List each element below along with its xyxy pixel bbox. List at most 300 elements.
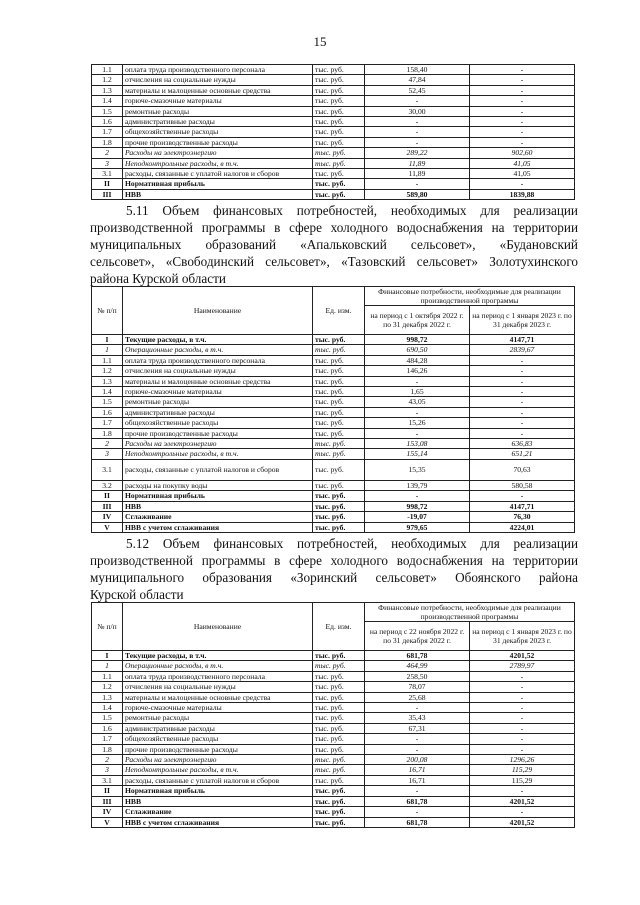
row-value-period-1: 153,08 — [365, 439, 470, 449]
table-row — [92, 786, 575, 796]
row-value-period-1: 681,78 — [365, 651, 470, 661]
row-number: 3.1 — [92, 169, 123, 179]
row-value-period-1: 67,31 — [365, 723, 470, 733]
row-value-period-2: 4201,52 — [470, 651, 575, 661]
row-number: 1.1 — [92, 65, 123, 75]
row-value-period-1: -19,07 — [365, 512, 470, 522]
row-value-period-1: 11,89 — [365, 169, 470, 179]
row-value-period-2: 76,30 — [470, 512, 575, 522]
row-unit: тыс. руб. — [313, 501, 365, 511]
row-name: административные расходы — [123, 723, 313, 733]
table-row — [92, 734, 575, 744]
row-name: материалы и малоценные основные средства — [123, 692, 313, 702]
row-number: 1.4 — [92, 96, 123, 106]
table-row — [92, 345, 575, 355]
row-number: 1.2 — [92, 682, 123, 692]
row-value-period-2: - — [470, 407, 575, 417]
table-row — [92, 355, 575, 365]
row-value-period-2: - — [470, 723, 575, 733]
row-value-period-1: 484,28 — [365, 355, 470, 365]
table-row — [92, 459, 575, 480]
row-value-period-1: - — [365, 703, 470, 713]
row-number: 1.7 — [92, 418, 123, 428]
row-value-period-2: 651,21 — [470, 449, 575, 459]
row-value-period-2: - — [470, 692, 575, 702]
row-value-period-2: - — [470, 428, 575, 438]
row-name: Расходы на электроэнергию — [123, 439, 313, 449]
section-5-12-line: производственной программы в сфере холодного водоснабжения на территории — [90, 553, 578, 568]
row-name: общехозяйственные расходы — [123, 734, 313, 744]
row-unit: тыс. руб. — [313, 491, 365, 501]
table-row — [92, 158, 575, 168]
row-unit: тыс. руб. — [313, 786, 365, 796]
row-number: III — [92, 501, 123, 511]
row-value-period-2: - — [470, 713, 575, 723]
row-unit: тыс. руб. — [313, 480, 365, 490]
row-value-period-1: 998,72 — [365, 335, 470, 345]
row-name: отчисления на социальные нужды — [123, 75, 313, 85]
row-unit: тыс. руб. — [313, 692, 365, 702]
row-value-period-2: - — [470, 671, 575, 681]
table-row — [92, 407, 575, 417]
table-row — [92, 428, 575, 438]
header-period-1: на период с 1 октября 2022 г. по 31 декабря 2022 г. — [365, 306, 470, 335]
row-name: расходы на покупку воды — [123, 480, 313, 490]
row-name: административные расходы — [123, 117, 313, 127]
row-value-period-1: 78,07 — [365, 682, 470, 692]
row-number: 3.1 — [92, 775, 123, 785]
header-number: № п/п — [92, 287, 123, 335]
row-value-period-1: 15,26 — [365, 418, 470, 428]
row-value-period-2: - — [470, 703, 575, 713]
header-number: № п/п — [92, 603, 123, 651]
row-name: Сглаживание — [123, 807, 313, 817]
table-5-11 — [91, 286, 575, 533]
row-name: материалы и малоценные основные средства — [123, 85, 313, 95]
table-row — [92, 106, 575, 116]
row-value-period-1: - — [365, 428, 470, 438]
row-number: 3.1 — [92, 459, 123, 480]
row-name: отчисления на социальные нужды — [123, 366, 313, 376]
row-number: 1 — [92, 661, 123, 671]
row-value-period-2: - — [470, 397, 575, 407]
table-5-12 — [91, 602, 575, 828]
row-name: Нормативная прибыль — [123, 786, 313, 796]
table-row — [92, 755, 575, 765]
row-value-period-2: 1839,88 — [470, 189, 575, 199]
row-unit: тыс. руб. — [313, 765, 365, 775]
row-unit: тыс. руб. — [313, 85, 365, 95]
row-name: Расходы на электроэнергию — [123, 148, 313, 158]
table-row — [92, 85, 575, 95]
table-row — [92, 179, 575, 189]
table1-body — [92, 65, 575, 200]
row-value-period-2: 636,83 — [470, 439, 575, 449]
row-name: отчисления на социальные нужды — [123, 682, 313, 692]
row-unit: тыс. руб. — [313, 345, 365, 355]
row-value-period-1: 998,72 — [365, 501, 470, 511]
row-value-period-1: - — [365, 137, 470, 147]
row-number: 2 — [92, 439, 123, 449]
row-unit: тыс. руб. — [313, 703, 365, 713]
row-number: 1.4 — [92, 703, 123, 713]
row-number: IV — [92, 807, 123, 817]
row-name: Текущие расходы, в т.ч. — [123, 651, 313, 661]
row-value-period-2: - — [470, 807, 575, 817]
row-value-period-2: - — [470, 682, 575, 692]
table-row — [92, 765, 575, 775]
table-row — [92, 137, 575, 147]
row-number: 1.1 — [92, 355, 123, 365]
row-unit: тыс. руб. — [313, 169, 365, 179]
table-row — [92, 117, 575, 127]
table-row — [92, 366, 575, 376]
row-number: III — [92, 189, 123, 199]
table-row — [92, 96, 575, 106]
row-value-period-2: - — [470, 387, 575, 397]
row-name: общехозяйственные расходы — [123, 127, 313, 137]
table-row — [92, 651, 575, 661]
row-unit: тыс. руб. — [313, 387, 365, 397]
row-value-period-2: - — [470, 376, 575, 386]
table-row — [92, 723, 575, 733]
row-unit: тыс. руб. — [313, 817, 365, 827]
row-value-period-1: 146,26 — [365, 366, 470, 376]
row-unit: тыс. руб. — [313, 397, 365, 407]
section-5-12-line: муниципального образования «Зоринский сельсовет» Обоянского района — [90, 570, 578, 585]
row-unit: тыс. руб. — [313, 335, 365, 345]
table-row — [92, 418, 575, 428]
row-value-period-2: 115,29 — [470, 765, 575, 775]
row-value-period-2: 115,29 — [470, 775, 575, 785]
row-value-period-1: 15,35 — [365, 459, 470, 480]
row-value-period-2: - — [470, 75, 575, 85]
row-name: ремонтные расходы — [123, 713, 313, 723]
row-unit: тыс. руб. — [313, 744, 365, 754]
row-name: Нормативная прибыль — [123, 491, 313, 501]
row-number: 1.5 — [92, 397, 123, 407]
row-number: 1.7 — [92, 127, 123, 137]
table-row — [92, 692, 575, 702]
row-value-period-2: - — [470, 744, 575, 754]
row-number: V — [92, 817, 123, 827]
row-unit: тыс. руб. — [313, 449, 365, 459]
row-name: НВВ с учетом сглаживания — [123, 522, 313, 532]
row-value-period-1: 25,68 — [365, 692, 470, 702]
table-row — [92, 775, 575, 785]
row-unit: тыс. руб. — [313, 407, 365, 417]
row-value-period-2: 1296,26 — [470, 755, 575, 765]
row-value-period-1: 289,22 — [365, 148, 470, 158]
row-number: 1.4 — [92, 387, 123, 397]
row-unit: тыс. руб. — [313, 418, 365, 428]
row-value-period-1: 43,05 — [365, 397, 470, 407]
header-period-1: на период с 22 ноября 2022 г. по 31 декабря 2022 г. — [365, 622, 470, 651]
row-number: II — [92, 491, 123, 501]
row-number: II — [92, 786, 123, 796]
row-name: Неподконтрольные расходы, в т.ч. — [123, 765, 313, 775]
row-unit: тыс. руб. — [313, 723, 365, 733]
row-number: 1.7 — [92, 734, 123, 744]
row-value-period-1: - — [365, 127, 470, 137]
row-name: Операционные расходы, в т.ч. — [123, 345, 313, 355]
section-5-12-text — [90, 535, 578, 603]
row-unit: тыс. руб. — [313, 179, 365, 189]
row-value-period-1: 681,78 — [365, 796, 470, 806]
row-unit: тыс. руб. — [313, 734, 365, 744]
table-row — [92, 713, 575, 723]
row-value-period-1: 979,65 — [365, 522, 470, 532]
row-value-period-2: 70,63 — [470, 459, 575, 480]
table-5-10-continuation — [91, 64, 575, 200]
row-value-period-2: 902,60 — [470, 148, 575, 158]
row-number: 1.2 — [92, 366, 123, 376]
row-value-period-1: - — [365, 407, 470, 417]
row-number: 3.2 — [92, 480, 123, 490]
row-number: 1.6 — [92, 723, 123, 733]
row-name: Нормативная прибыль — [123, 179, 313, 189]
section-5-11-text — [90, 202, 578, 287]
row-value-period-1: 30,00 — [365, 106, 470, 116]
row-unit: тыс. руб. — [313, 807, 365, 817]
row-value-period-2: - — [470, 117, 575, 127]
row-value-period-1: 139,79 — [365, 480, 470, 490]
row-unit: тыс. руб. — [313, 661, 365, 671]
row-value-period-2: 4147,71 — [470, 335, 575, 345]
row-value-period-1: - — [365, 807, 470, 817]
row-value-period-1: 1,65 — [365, 387, 470, 397]
table-row — [92, 387, 575, 397]
row-name: НВВ — [123, 796, 313, 806]
row-unit: тыс. руб. — [313, 755, 365, 765]
row-name: оплата труда производственного персонала — [123, 355, 313, 365]
row-name: Неподконтрольные расходы, в т.ч. — [123, 449, 313, 459]
row-number: 1.5 — [92, 713, 123, 723]
row-number: 1.8 — [92, 137, 123, 147]
table-row — [92, 439, 575, 449]
row-number: V — [92, 522, 123, 532]
table-row — [92, 189, 575, 199]
row-value-period-2: 4224,01 — [470, 522, 575, 532]
table-row — [92, 501, 575, 511]
table-row — [92, 491, 575, 501]
row-value-period-2: - — [470, 355, 575, 365]
row-value-period-1: 589,80 — [365, 189, 470, 199]
row-unit: тыс. руб. — [313, 459, 365, 480]
header-period-2: на период с 1 января 2023 г. по 31 декабря 2023 г. — [470, 306, 575, 335]
row-unit: тыс. руб. — [313, 106, 365, 116]
row-number: 1.3 — [92, 85, 123, 95]
row-unit: тыс. руб. — [313, 137, 365, 147]
row-unit: тыс. руб. — [313, 512, 365, 522]
row-name: оплата труда производственного персонала — [123, 65, 313, 75]
row-name: Неподконтрольные расходы, в т.ч. — [123, 158, 313, 168]
table-row — [92, 169, 575, 179]
section-5-11-line: района Курской области — [90, 271, 226, 286]
row-value-period-1: 16,71 — [365, 765, 470, 775]
row-number: 1.8 — [92, 744, 123, 754]
row-unit: тыс. руб. — [313, 796, 365, 806]
row-name: оплата труда производственного персонала — [123, 671, 313, 681]
table-row — [92, 75, 575, 85]
row-value-period-1: 16,71 — [365, 775, 470, 785]
section-5-11-line: производственной программы в сфере холодного водоснабжения на территории — [90, 220, 578, 235]
header-unit: Ед. изм. — [313, 603, 365, 651]
row-value-period-2: 4201,52 — [470, 817, 575, 827]
row-number: 1 — [92, 345, 123, 355]
row-name: Сглаживание — [123, 512, 313, 522]
row-name: НВВ — [123, 501, 313, 511]
row-unit: тыс. руб. — [313, 148, 365, 158]
table-row — [92, 661, 575, 671]
header-name: Наименование — [123, 603, 313, 651]
row-unit: тыс. руб. — [313, 158, 365, 168]
row-value-period-1: 681,78 — [365, 817, 470, 827]
row-unit: тыс. руб. — [313, 428, 365, 438]
row-value-period-1: - — [365, 179, 470, 189]
table-row — [92, 817, 575, 827]
row-value-period-2: - — [470, 137, 575, 147]
row-value-period-1: - — [365, 376, 470, 386]
row-value-period-1: 158,40 — [365, 65, 470, 75]
row-number: 1.3 — [92, 376, 123, 386]
row-name: НВВ — [123, 189, 313, 199]
row-value-period-2: - — [470, 106, 575, 116]
row-value-period-2: 2789,97 — [470, 661, 575, 671]
table-row — [92, 512, 575, 522]
row-number: 1.1 — [92, 671, 123, 681]
row-value-period-2: - — [470, 85, 575, 95]
table-row — [92, 449, 575, 459]
row-value-period-2: - — [470, 127, 575, 137]
section-5-11-line: 5.11 Объем финансовых потребностей, необходимых для реализации — [126, 203, 578, 218]
table-row — [92, 807, 575, 817]
table3-body — [92, 651, 575, 828]
section-5-11-line: сельсовет», «Свободинский сельсовет», «Тазовский сельсовет» Золотухинского — [90, 254, 578, 269]
row-value-period-1: - — [365, 491, 470, 501]
row-value-period-2: 41,05 — [470, 169, 575, 179]
row-name: материалы и малоценные основные средства — [123, 376, 313, 386]
row-name: расходы, связанные с уплатой налогов и сборов — [123, 459, 313, 480]
row-name: НВВ с учетом сглаживания — [123, 817, 313, 827]
row-number: 3 — [92, 158, 123, 168]
row-value-period-2: - — [470, 491, 575, 501]
row-value-period-1: - — [365, 734, 470, 744]
table-row — [92, 480, 575, 490]
row-unit: тыс. руб. — [313, 775, 365, 785]
row-unit: тыс. руб. — [313, 366, 365, 376]
row-name: горюче-смазочные материалы — [123, 96, 313, 106]
row-name: ремонтные расходы — [123, 106, 313, 116]
row-unit: тыс. руб. — [313, 65, 365, 75]
table-row — [92, 671, 575, 681]
row-value-period-2: 2839,67 — [470, 345, 575, 355]
section-5-11-line: муниципальных образований «Апальковский сельсовет», «Будановский — [90, 237, 578, 252]
table-row — [92, 397, 575, 407]
header-financial-needs: Финансовые потребности, необходимые для реализации производственной программы — [365, 287, 575, 306]
table-row — [92, 127, 575, 137]
row-unit: тыс. руб. — [313, 75, 365, 85]
row-name: горюче-смазочные материалы — [123, 703, 313, 713]
row-name: прочие производственные расходы — [123, 744, 313, 754]
header-unit: Ед. изм. — [313, 287, 365, 335]
page-number: 15 — [313, 34, 327, 49]
row-name: административные расходы — [123, 407, 313, 417]
row-unit: тыс. руб. — [313, 651, 365, 661]
row-value-period-1: 35,43 — [365, 713, 470, 723]
table2-body — [92, 335, 575, 533]
row-number: I — [92, 335, 123, 345]
row-number: IV — [92, 512, 123, 522]
row-name: Текущие расходы, в т.ч. — [123, 335, 313, 345]
row-name: горюче-смазочные материалы — [123, 387, 313, 397]
row-name: Расходы на электроэнергию — [123, 755, 313, 765]
row-unit: тыс. руб. — [313, 671, 365, 681]
row-value-period-1: - — [365, 786, 470, 796]
row-unit: тыс. руб. — [313, 189, 365, 199]
row-unit: тыс. руб. — [313, 117, 365, 127]
row-unit: тыс. руб. — [313, 713, 365, 723]
row-unit: тыс. руб. — [313, 439, 365, 449]
row-value-period-2: - — [470, 786, 575, 796]
header-name: Наименование — [123, 287, 313, 335]
row-number: 3 — [92, 449, 123, 459]
row-number: I — [92, 651, 123, 661]
header-period-2: на период с 1 января 2023 г. по 31 декабря 2023 г. — [470, 622, 575, 651]
row-value-period-1: 258,50 — [365, 671, 470, 681]
row-number: 2 — [92, 148, 123, 158]
row-value-period-2: - — [470, 65, 575, 75]
row-number: 2 — [92, 755, 123, 765]
row-value-period-1: - — [365, 117, 470, 127]
row-number: 1.3 — [92, 692, 123, 702]
table-row — [92, 744, 575, 754]
row-value-period-2: - — [470, 734, 575, 744]
row-value-period-1: 200,08 — [365, 755, 470, 765]
section-5-12-line: 5.12 Объем финансовых потребностей, необходимых для реализации — [126, 536, 578, 551]
row-name: расходы, связанные с уплатой налогов и сборов — [123, 775, 313, 785]
table-row — [92, 65, 575, 75]
row-name: расходы, связанные с уплатой налогов и сборов — [123, 169, 313, 179]
row-value-period-2: 580,58 — [470, 480, 575, 490]
row-value-period-1: 690,50 — [365, 345, 470, 355]
row-value-period-2: - — [470, 96, 575, 106]
row-name: прочие производственные расходы — [123, 137, 313, 147]
row-number: 3 — [92, 765, 123, 775]
row-value-period-2: 41,05 — [470, 158, 575, 168]
table-row — [92, 522, 575, 532]
row-value-period-1: 47,84 — [365, 75, 470, 85]
row-unit: тыс. руб. — [313, 522, 365, 532]
row-name: ремонтные расходы — [123, 397, 313, 407]
row-value-period-2: - — [470, 179, 575, 189]
row-number: 1.8 — [92, 428, 123, 438]
row-number: 1.2 — [92, 75, 123, 85]
table-row — [92, 376, 575, 386]
row-value-period-1: - — [365, 744, 470, 754]
row-value-period-1: - — [365, 96, 470, 106]
row-value-period-2: 4201,52 — [470, 796, 575, 806]
table-row — [92, 335, 575, 345]
table-row — [92, 796, 575, 806]
section-5-12-line: Курской области — [90, 587, 184, 602]
row-value-period-1: 155,14 — [365, 449, 470, 459]
row-name: Операционные расходы, в т.ч. — [123, 661, 313, 671]
row-value-period-2: 4147,71 — [470, 501, 575, 511]
row-number: III — [92, 796, 123, 806]
row-number: 1.6 — [92, 117, 123, 127]
row-number: II — [92, 179, 123, 189]
